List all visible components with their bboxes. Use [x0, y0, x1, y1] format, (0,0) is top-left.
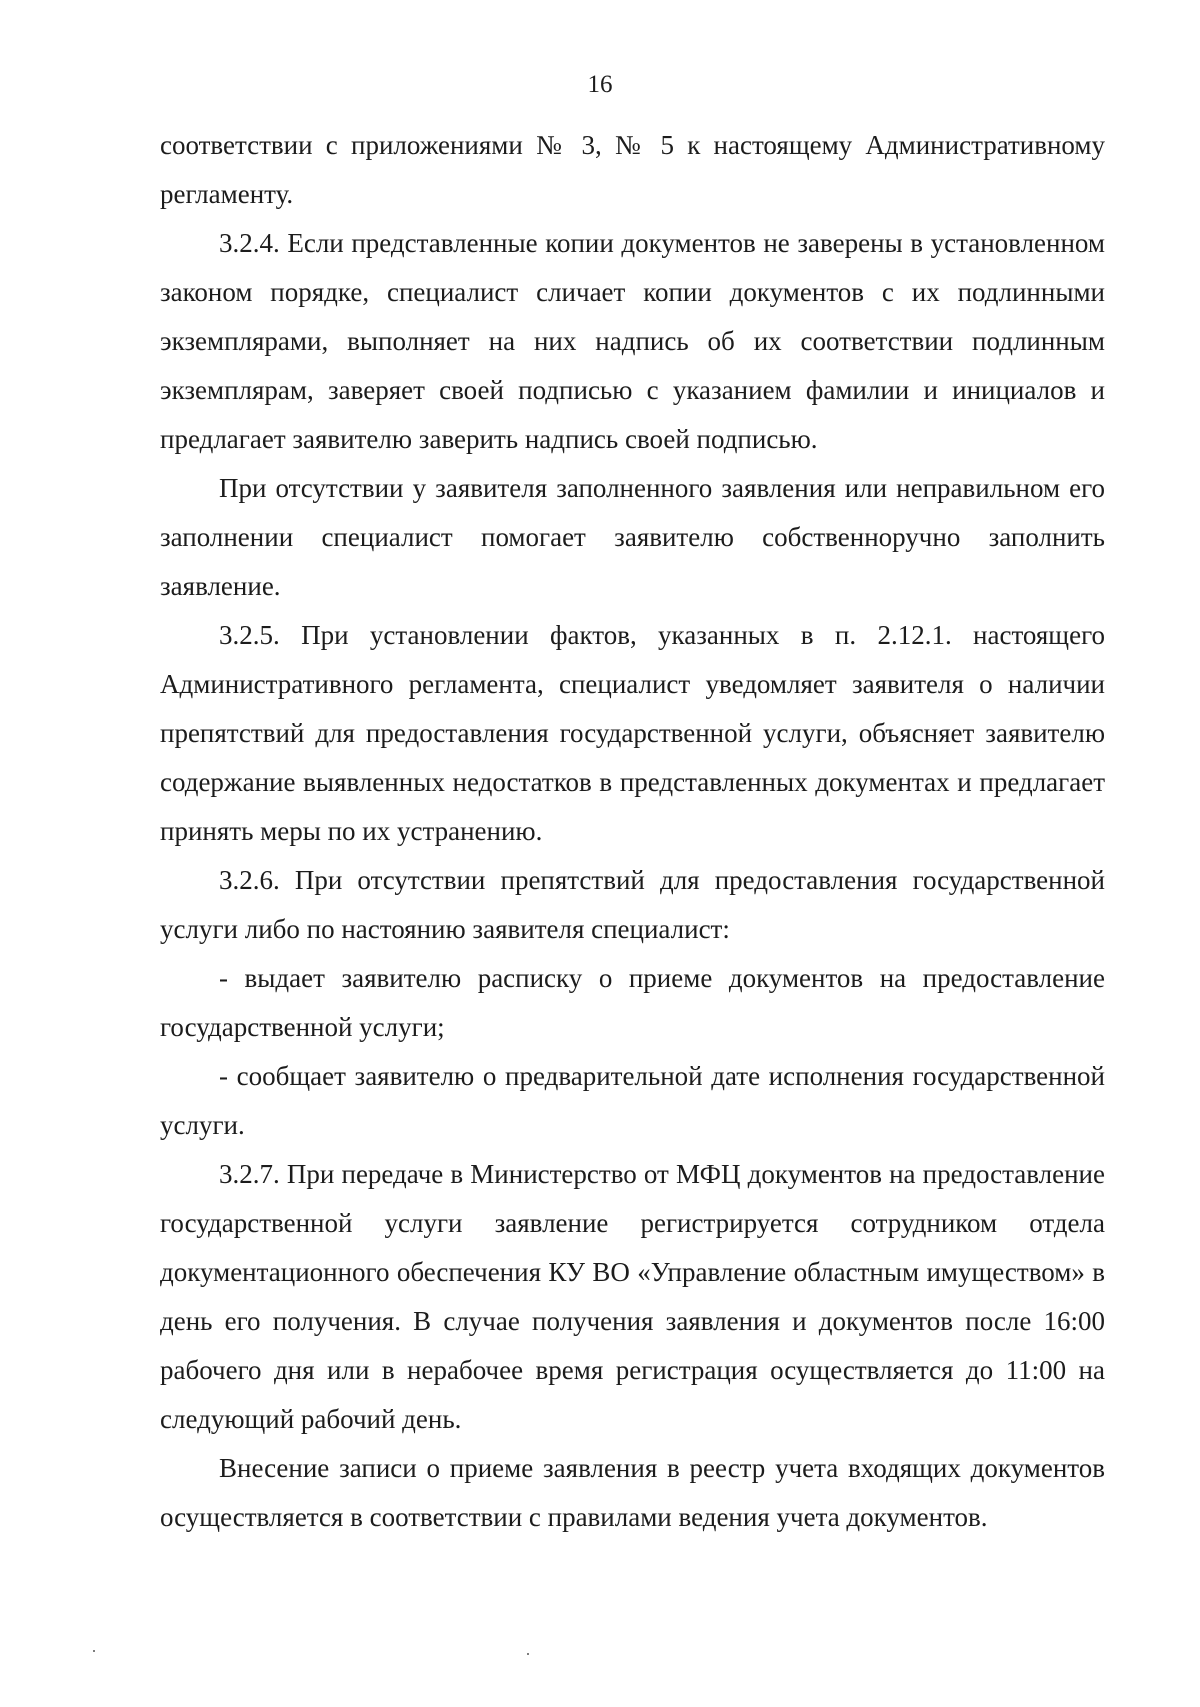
paragraph-3-2-6: 3.2.6. При отсутствии препятствий для предоставления государственной услуги либо по настоянию заявителя специалист:	[160, 865, 1105, 944]
scan-speck	[93, 1650, 95, 1652]
paragraph-3-2-4: 3.2.4. Если представленные копии документов не заверены в установленном законом порядке, специалист сличает копии документов с их подлинными экземплярами, выполняет на них надпись об их соответствии подлинным экземплярам, заверяет своей подписью с указанием фамилии и инициалов и предлагает заявителю заверить надпись своей подписью.	[160, 228, 1105, 454]
document-body	[160, 121, 1105, 1542]
list-item-date: - сообщает заявителю о предварительной дате исполнения государственной услуги.	[160, 1061, 1105, 1140]
paragraph-3-2-5: 3.2.5. При установлении фактов, указанных в п. 2.12.1. настоящего Административного регламента, специалист уведомляет заявителя о наличии препятствий для предоставления государственной услуги, объясняет заявителю содержание выявленных недостатков в представленных документах и предлагает принять меры по их устранению.	[160, 620, 1105, 846]
paragraph-continuation: соответствии с приложениями № 3, № 5 к настоящему Административному регламенту.	[160, 130, 1105, 209]
page-number: 16	[587, 71, 613, 98]
list-item-receipt: - выдает заявителю расписку о приеме документов на предоставление государственной услуги;	[160, 963, 1105, 1042]
scan-speck	[527, 1653, 529, 1655]
paragraph-registry-entry: Внесение записи о приеме заявления в реестр учета входящих документов осуществляется в соответствии с правилами ведения учета документов.	[160, 1453, 1105, 1532]
paragraph-application-help: При отсутствии у заявителя заполненного заявления или неправильном его заполнении специалист помогает заявителю собственноручно заполнить заявление.	[160, 473, 1105, 601]
paragraph-3-2-7: 3.2.7. При передаче в Министерство от МФЦ документов на предоставление государственной услуги заявление регистрируется сотрудником отдела документационного обеспечения КУ ВО «Управление областным имуществом» в день его получения. В случае получения заявления и документов после 16:00 рабочего дня или в нерабочее время регистрация осуществляется до 11:00 на следующий рабочий день.	[160, 1159, 1105, 1434]
